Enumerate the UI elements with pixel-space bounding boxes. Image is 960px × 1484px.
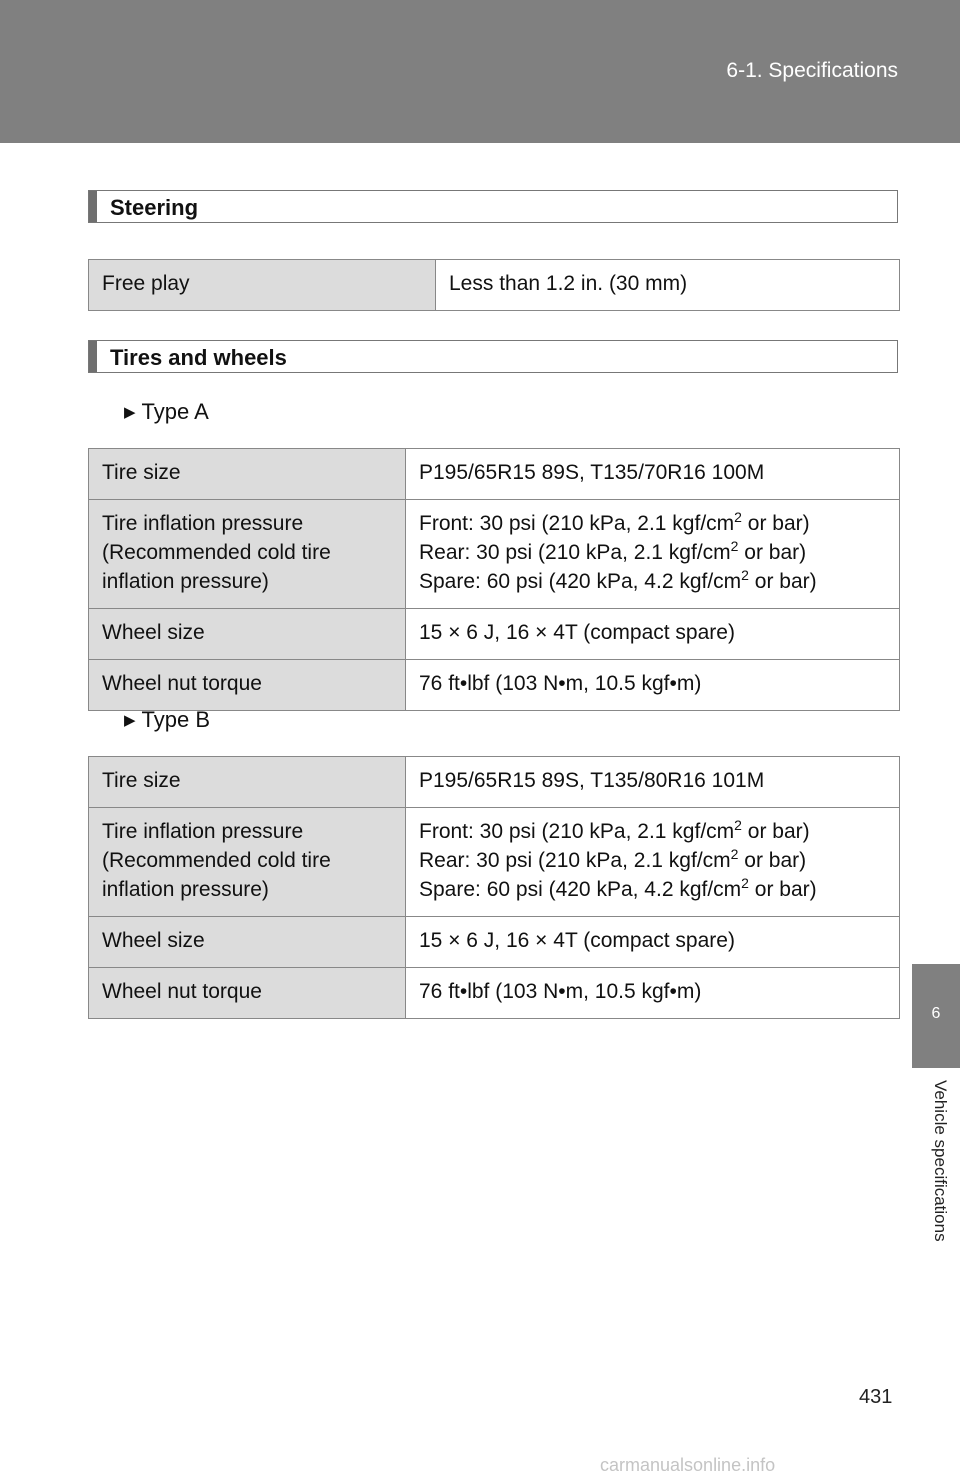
- pressure-label-line: Tire inflation pressure: [102, 820, 304, 843]
- table-row: [89, 808, 900, 917]
- superscript: 2: [730, 538, 739, 554]
- tire-size-label: Tire size: [89, 757, 406, 808]
- unit-tail: or bar): [741, 512, 810, 535]
- wheel-size-label: Wheel size: [89, 609, 406, 660]
- unit-tail: or bar): [748, 570, 817, 593]
- wheel-size-value: 15 × 6 J, 16 × 4T (compact spare): [406, 917, 900, 968]
- steering-heading-text: Steering: [110, 195, 199, 220]
- type-b-text: Type B: [141, 707, 211, 732]
- steering-table: [88, 259, 900, 311]
- watermark-text[interactable]: carmanualsonline.info: [600, 1455, 776, 1475]
- pressure-label: [89, 500, 406, 609]
- tire-size-value: P195/65R15 89S, T135/70R16 100M: [406, 449, 900, 500]
- spare-pressure: [419, 875, 886, 904]
- nut-torque-label: Wheel nut torque: [89, 968, 406, 1019]
- rear-pressure-text: Rear: 30 psi (210 kPa, 2.1 kgf/cm: [419, 849, 731, 872]
- wheel-size-value: 15 × 6 J, 16 × 4T (compact spare): [406, 609, 900, 660]
- wheel-size-label: Wheel size: [89, 917, 406, 968]
- arrow-icon: ▶: [124, 404, 136, 421]
- tires-heading-text: Tires and wheels: [110, 345, 287, 370]
- table-row: [89, 968, 900, 1019]
- front-pressure: [419, 817, 886, 846]
- tire-size-label: Tire size: [89, 449, 406, 500]
- table-row: [89, 449, 900, 500]
- rear-pressure-text: Rear: 30 psi (210 kPa, 2.1 kgf/cm: [419, 541, 731, 564]
- type-b-table: [88, 756, 900, 1019]
- pressure-value: [406, 808, 900, 917]
- nut-torque-value: 76 ft•lbf (103 N•m, 10.5 kgf•m): [406, 968, 900, 1019]
- table-row: [89, 917, 900, 968]
- rear-pressure: [419, 846, 886, 875]
- front-pressure-text: Front: 30 psi (210 kPa, 2.1 kgf/cm: [419, 820, 735, 843]
- unit-tail: or bar): [738, 849, 807, 872]
- type-b-label: [124, 707, 210, 733]
- rear-pressure: [419, 538, 886, 567]
- type-a-label: [124, 399, 209, 425]
- tires-heading: [88, 340, 898, 373]
- type-a-table: [88, 448, 900, 711]
- chapter-number: 6: [931, 1005, 941, 1022]
- free-play-value: Less than 1.2 in. (30 mm): [436, 260, 900, 311]
- front-pressure-text: Front: 30 psi (210 kPa, 2.1 kgf/cm: [419, 512, 735, 535]
- nut-torque-value: 76 ft•lbf (103 N•m, 10.5 kgf•m): [406, 660, 900, 711]
- unit-tail: or bar): [738, 541, 807, 564]
- pressure-label-line: (Recommended cold tire: [102, 541, 331, 564]
- heading-bar: [89, 341, 97, 372]
- table-row: [89, 260, 900, 311]
- table-row: [89, 757, 900, 808]
- spare-pressure-text: Spare: 60 psi (420 kPa, 4.2 kgf/cm: [419, 878, 742, 901]
- superscript: 2: [741, 567, 749, 583]
- superscript: 2: [741, 875, 749, 891]
- tire-size-value: P195/65R15 89S, T135/80R16 101M: [406, 757, 900, 808]
- nut-torque-label: Wheel nut torque: [89, 660, 406, 711]
- superscript: 2: [730, 846, 739, 862]
- pressure-label-line: (Recommended cold tire: [102, 849, 331, 872]
- table-row: [89, 500, 900, 609]
- free-play-label: Free play: [89, 260, 436, 311]
- front-pressure: [419, 509, 886, 538]
- table-row: [89, 609, 900, 660]
- arrow-icon: ▶: [124, 712, 136, 729]
- spare-pressure-text: Spare: 60 psi (420 kPa, 4.2 kgf/cm: [419, 570, 742, 593]
- chapter-tab: [912, 964, 960, 1068]
- unit-tail: or bar): [741, 820, 810, 843]
- pressure-value: [406, 500, 900, 609]
- unit-tail: or bar): [748, 878, 817, 901]
- pressure-label: [89, 808, 406, 917]
- pressure-label-line: Tire inflation pressure: [102, 512, 304, 535]
- superscript: 2: [734, 817, 742, 833]
- pressure-label-line: inflation pressure): [102, 570, 269, 593]
- page-header: [0, 0, 960, 143]
- spare-pressure: [419, 567, 886, 596]
- section-title: 6-1. Specifications: [726, 59, 898, 82]
- steering-heading: [88, 190, 898, 223]
- heading-bar: [89, 191, 97, 222]
- table-row: [89, 660, 900, 711]
- superscript: 2: [734, 509, 742, 525]
- page-number: 431: [859, 1386, 893, 1408]
- type-a-text: Type A: [141, 399, 209, 424]
- pressure-label-line: inflation pressure): [102, 878, 269, 901]
- chapter-label: Vehicle specifications: [931, 1080, 950, 1242]
